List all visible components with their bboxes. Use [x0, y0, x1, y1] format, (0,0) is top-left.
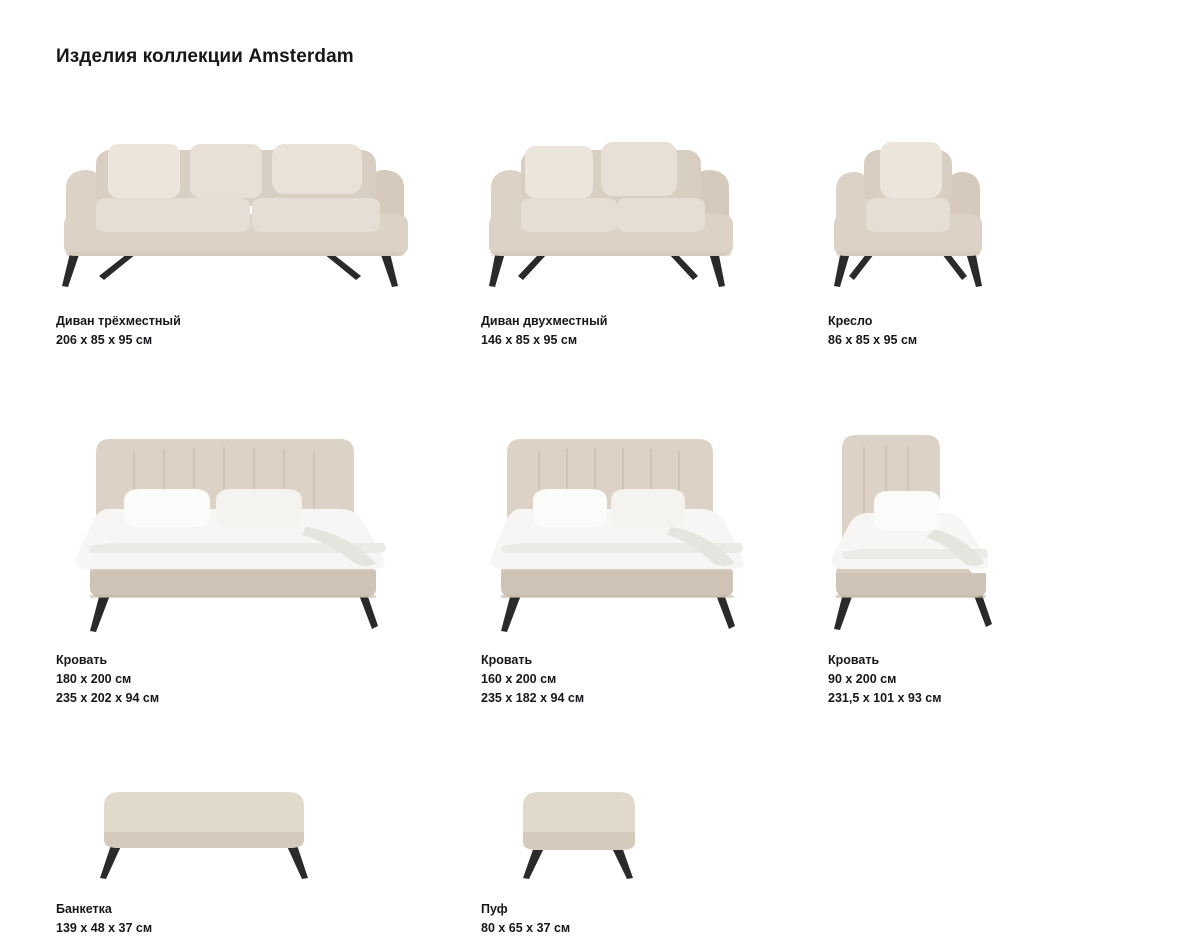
product-card-armchair[interactable]	[828, 128, 1146, 350]
product-caption	[481, 312, 828, 350]
product-dimensions: 235 x 182 x 94 см	[481, 691, 585, 705]
armchair-icon	[828, 128, 1146, 308]
product-size: 180 x 200 см	[56, 672, 132, 686]
product-name: Диван трёхместный	[56, 314, 181, 328]
product-caption	[56, 900, 481, 938]
bench-icon	[56, 776, 481, 896]
product-card-sofa-two-seat[interactable]	[481, 128, 828, 350]
product-card-bed-160[interactable]	[481, 417, 828, 708]
product-row	[56, 408, 1146, 708]
product-dimensions: 86 x 85 x 95 см	[828, 333, 918, 347]
product-name: Диван двухместный	[481, 314, 608, 328]
product-dimensions: 80 x 65 x 37 см	[481, 921, 571, 935]
product-size: 160 x 200 см	[481, 672, 557, 686]
product-dimensions: 231,5 x 101 x 93 см	[828, 691, 942, 705]
pouf-icon	[481, 776, 828, 896]
product-dimensions: 235 x 202 x 94 см	[56, 691, 160, 705]
product-card-bed-180[interactable]	[56, 417, 481, 708]
product-name: Банкетка	[56, 902, 112, 916]
product-grid	[56, 120, 1146, 938]
product-dimensions: 139 x 48 x 37 см	[56, 921, 153, 935]
product-caption	[828, 651, 1146, 708]
product-caption	[56, 312, 481, 350]
product-card-bench[interactable]	[56, 776, 481, 938]
bed-single-icon	[828, 417, 1146, 647]
product-name: Кровать	[481, 653, 533, 667]
product-dimensions: 146 x 85 x 95 см	[481, 333, 578, 347]
product-dimensions: 206 x 85 x 95 см	[56, 333, 153, 347]
product-row	[56, 768, 1146, 938]
product-row	[56, 120, 1146, 350]
product-card-bed-90[interactable]	[828, 417, 1146, 708]
bed-medium-icon	[481, 417, 828, 647]
product-size: 90 x 200 см	[828, 672, 897, 686]
page-title: Изделия коллекции Amsterdam	[56, 46, 354, 67]
product-caption	[828, 312, 1146, 350]
product-name: Пуф	[481, 902, 508, 916]
sofa-two-seat-icon	[481, 128, 828, 308]
product-caption	[56, 651, 481, 708]
product-caption	[481, 651, 828, 708]
product-name: Кровать	[56, 653, 108, 667]
product-card-sofa-three-seat[interactable]	[56, 128, 481, 350]
product-card-pouf[interactable]	[481, 776, 828, 938]
bed-large-icon	[56, 417, 481, 647]
product-name: Кровать	[828, 653, 880, 667]
product-caption	[481, 900, 828, 938]
sofa-three-seat-icon	[56, 128, 481, 308]
product-name: Кресло	[828, 314, 873, 328]
